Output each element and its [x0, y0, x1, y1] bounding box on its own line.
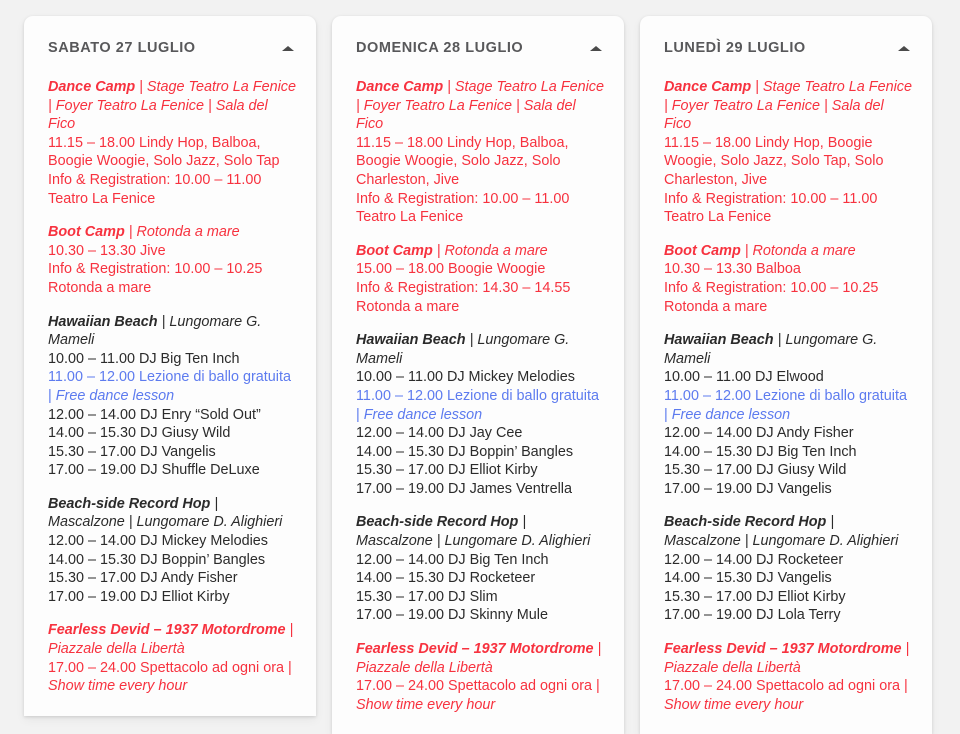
event-line: 12.00 – 14.00 DJ Rocketeer [664, 551, 844, 568]
free-lesson-line [356, 387, 604, 424]
event-venue: | Piazzale della Libertà [664, 641, 910, 676]
event-block [664, 331, 912, 498]
event-showtime-line [48, 659, 296, 696]
day-card-header[interactable] [24, 16, 316, 62]
event-line: 12.00 – 14.00 DJ Mickey Melodies [48, 533, 268, 550]
event-venue: | Piazzale della Libertà [356, 641, 602, 676]
day-card [640, 16, 932, 734]
event-venue: | Rotonda a mare [124, 224, 240, 241]
free-lesson-line [48, 368, 296, 405]
day-card [24, 16, 316, 716]
chevron-up-icon[interactable] [588, 40, 604, 56]
day-card-body [332, 62, 624, 734]
showtime-text: 17.00 – 24.00 Spettacolo ad ogni ora | [664, 678, 908, 695]
event-venue: | Piazzale della Libertà [48, 622, 294, 658]
event-block [48, 495, 296, 607]
day-card-body [640, 62, 932, 734]
event-line: 12.00 – 14.00 DJ Enry “Sold Out” [48, 406, 261, 423]
event-block [664, 513, 912, 625]
event-block [664, 78, 912, 227]
event-line: Info & Registration: 14.30 – 14.55 Rotonda a mare [356, 279, 571, 315]
day-title: DOMENICA 28 LUGLIO [356, 40, 524, 56]
event-heading [48, 78, 296, 134]
event-line: 14.00 – 15.30 DJ Rocketeer [356, 570, 536, 587]
free-lesson-note: Free dance lesson [55, 387, 175, 404]
event-heading [48, 313, 296, 350]
event-line: Info & Registration: 10.00 – 11.00 Teatro La Fenice [664, 190, 878, 226]
event-venue: | Lungomare G. Mameli [48, 313, 262, 349]
event-name: Hawaiian Beach [356, 332, 466, 349]
event-heading [664, 78, 912, 134]
showtime-note: Show time every hour [356, 696, 496, 713]
event-venue: | Mascalzone | Lungomare D. Alighieri [356, 514, 591, 550]
event-line: 10.30 – 13.30 Balboa [664, 261, 801, 278]
event-venue: | Rotonda a mare [432, 242, 548, 259]
event-line: 10.00 – 11.00 DJ Elwood [664, 369, 824, 386]
event-heading [664, 513, 912, 550]
event-line: 11.15 – 18.00 Lindy Hop, Balboa, Boogie Woogie, Solo Jazz, Solo Charleston, Jive [356, 134, 569, 188]
event-name: Dance Camp [356, 79, 444, 95]
event-line: 14.00 – 15.30 DJ Giusy Wild [48, 425, 231, 442]
free-lesson-time: 11.00 – 12.00 Lezione di ballo gratuita | [48, 369, 291, 404]
event-venue: | Lungomare G. Mameli [356, 332, 570, 367]
event-heading [48, 621, 296, 658]
event-line: 15.30 – 17.00 DJ Slim [356, 588, 498, 605]
event-name: Beach-side Record Hop [356, 514, 519, 531]
event-heading [664, 331, 912, 368]
event-name: Fearless Devid – 1937 Motordrome [664, 641, 902, 658]
event-line: 15.30 – 17.00 DJ Elliot Kirby [356, 462, 538, 479]
event-name: Hawaiian Beach [48, 313, 158, 330]
event-line: 15.30 – 17.00 DJ Andy Fisher [48, 570, 238, 587]
showtime-text: 17.00 – 24.00 Spettacolo ad ogni ora | [356, 678, 600, 695]
event-block [664, 640, 912, 714]
event-line: 14.00 – 15.30 DJ Big Ten Inch [664, 443, 857, 460]
event-venue: | Mascalzone | Lungomare D. Alighieri [664, 514, 899, 550]
event-name: Dance Camp [664, 79, 752, 95]
event-line: 14.00 – 15.30 DJ Vangelis [664, 570, 832, 587]
event-name: Boot Camp [664, 242, 741, 259]
event-block [356, 78, 604, 227]
event-name: Hawaiian Beach [664, 332, 774, 349]
event-name: Beach-side Record Hop [48, 495, 211, 512]
event-block [48, 78, 296, 208]
day-title: SABATO 27 LUGLIO [48, 40, 196, 56]
event-line: 17.00 – 19.00 DJ Lola Terry [664, 607, 841, 624]
event-line: 15.30 – 17.00 DJ Elliot Kirby [664, 588, 846, 605]
event-name: Fearless Devid – 1937 Motordrome [48, 622, 286, 639]
event-block [664, 242, 912, 316]
event-name: Boot Camp [48, 224, 125, 241]
event-venue: | Stage Teatro La Fenice | Foyer Teatro La Fenice | Sala del Fico [664, 79, 912, 133]
event-line: 11.15 – 18.00 Lindy Hop, Boogie Woogie, Solo Jazz, Solo Tap, Solo Charleston, Jive [664, 134, 884, 188]
event-heading [356, 78, 604, 134]
event-venue: | Rotonda a mare [740, 242, 856, 259]
event-line: 10.30 – 13.30 Jive [48, 242, 166, 259]
event-showtime-line [356, 677, 604, 714]
event-line: 17.00 – 19.00 DJ Skinny Mule [356, 607, 548, 624]
event-line: 17.00 – 19.00 DJ James Ventrella [356, 480, 572, 497]
event-line: 15.00 – 18.00 Boogie Woogie [356, 261, 546, 278]
event-venue: | Stage Teatro La Fenice | Foyer Teatro La Fenice | Sala del Fico [356, 79, 604, 133]
event-line: 10.00 – 11.00 DJ Big Ten Inch [48, 350, 240, 367]
showtime-text: 17.00 – 24.00 Spettacolo ad ogni ora | [48, 659, 292, 676]
chevron-up-icon[interactable] [280, 40, 296, 56]
free-lesson-time: 11.00 – 12.00 Lezione di ballo gratuita | [664, 387, 907, 423]
event-heading [664, 640, 912, 677]
event-line: 12.00 – 14.00 DJ Jay Cee [356, 425, 523, 442]
event-venue: | Stage Teatro La Fenice | Foyer Teatro La Fenice | Sala del Fico [48, 79, 296, 133]
event-heading [48, 495, 296, 532]
event-heading [356, 242, 604, 261]
event-line: 12.00 – 14.00 DJ Big Ten Inch [356, 551, 549, 568]
event-block [356, 331, 604, 498]
event-block [48, 223, 296, 297]
event-line: 14.00 – 15.30 DJ Boppin’ Bangles [356, 443, 574, 460]
day-card [332, 16, 624, 734]
event-line: 15.30 – 17.00 DJ Vangelis [48, 443, 216, 460]
event-heading [356, 640, 604, 677]
day-title: LUNEDÌ 29 LUGLIO [664, 40, 806, 56]
event-line: 14.00 – 15.30 DJ Boppin’ Bangles [48, 551, 266, 568]
event-block [48, 313, 296, 480]
event-line: 17.00 – 19.00 DJ Elliot Kirby [48, 588, 230, 605]
event-block [356, 242, 604, 316]
event-name: Dance Camp [48, 79, 136, 95]
event-name: Boot Camp [356, 242, 433, 259]
event-block [356, 640, 604, 714]
event-line: Info & Registration: 10.00 – 10.25 Rotonda a mare [48, 261, 263, 296]
free-lesson-note: Free dance lesson [363, 406, 483, 423]
event-heading [48, 223, 296, 242]
event-name: Beach-side Record Hop [664, 514, 827, 531]
day-card-header[interactable] [640, 16, 932, 62]
event-line: Info & Registration: 10.00 – 11.00 Teatro La Fenice [48, 171, 262, 207]
day-card-body [24, 62, 316, 716]
free-lesson-note: Free dance lesson [671, 406, 791, 423]
event-line: 15.30 – 17.00 DJ Giusy Wild [664, 462, 847, 479]
event-block [48, 621, 296, 695]
event-heading [356, 331, 604, 368]
event-line: 17.00 – 19.00 DJ Shuffle DeLuxe [48, 462, 260, 479]
event-venue: | Mascalzone | Lungomare D. Alighieri [48, 495, 283, 531]
event-line: 11.15 – 18.00 Lindy Hop, Balboa, Boogie Woogie, Solo Jazz, Solo Tap [48, 134, 280, 170]
showtime-note: Show time every hour [48, 678, 188, 695]
event-block [356, 513, 604, 625]
day-card-header[interactable] [332, 16, 624, 62]
event-heading [356, 513, 604, 550]
event-heading [664, 242, 912, 261]
event-line: Info & Registration: 10.00 – 10.25 Rotonda a mare [664, 279, 879, 315]
event-name: Fearless Devid – 1937 Motordrome [356, 641, 594, 658]
chevron-up-icon[interactable] [896, 40, 912, 56]
free-lesson-time: 11.00 – 12.00 Lezione di ballo gratuita | [356, 387, 599, 423]
event-line: Info & Registration: 10.00 – 11.00 Teatro La Fenice [356, 190, 570, 226]
free-lesson-line [664, 387, 912, 424]
event-venue: | Lungomare G. Mameli [664, 332, 878, 367]
event-line: 12.00 – 14.00 DJ Andy Fisher [664, 425, 854, 442]
event-showtime-line [664, 677, 912, 714]
event-line: 17.00 – 19.00 DJ Vangelis [664, 480, 832, 497]
showtime-note: Show time every hour [664, 696, 804, 713]
event-line: 10.00 – 11.00 DJ Mickey Melodies [356, 369, 575, 386]
